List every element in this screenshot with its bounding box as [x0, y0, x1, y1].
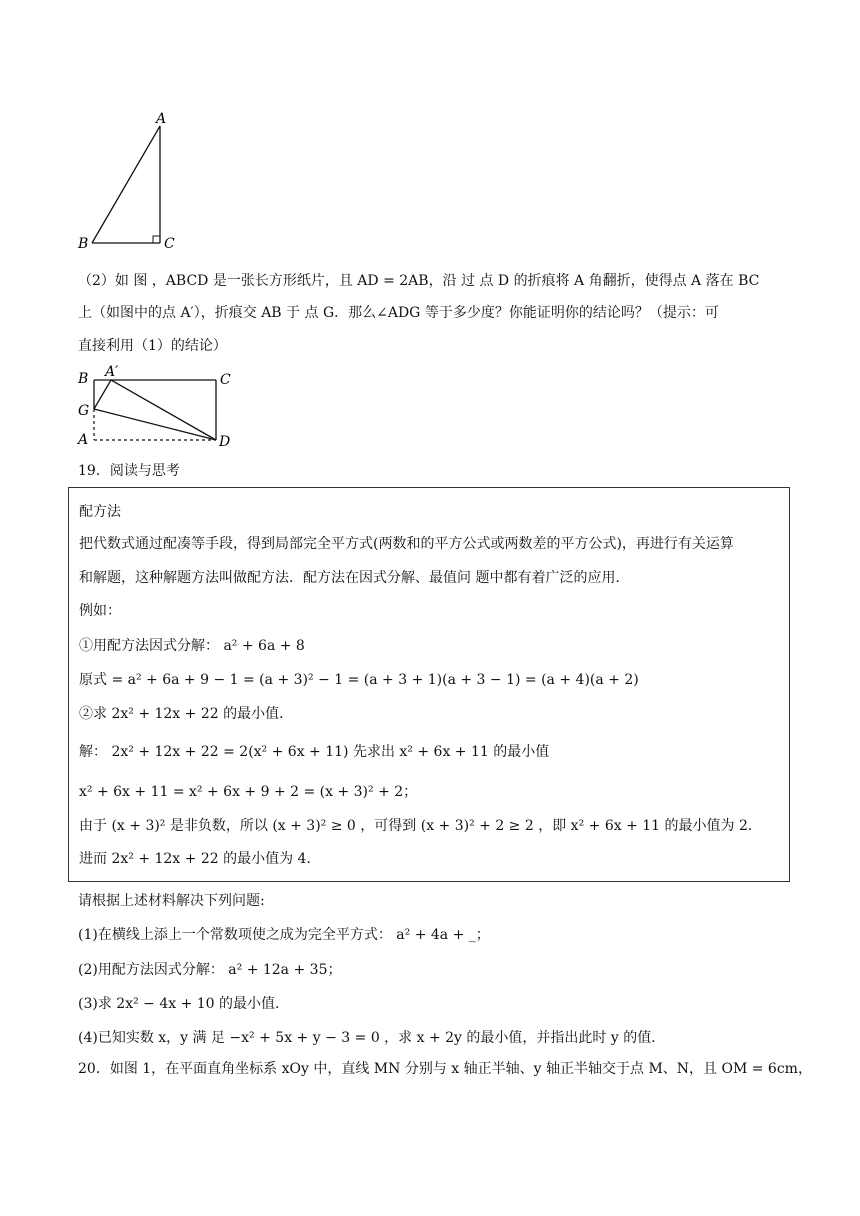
- label-c: C: [164, 236, 175, 252]
- box-example-2-conclusion: 进而 2x² + 12x + 22 的最小值为 4．: [79, 851, 321, 867]
- box-example-1-solution: 原式 = a² + 6a + 9 − 1 = (a + 3)² − 1 = (a + 3 + 1)(a + 3 − 1) = (a + 4)(a + 2): [79, 672, 639, 688]
- box-example-2-step-3: 由于 (x + 3)² 是非负数，所以 (x + 3)² ≥ 0 ，可得到 (x + 3)² + 2 ≥ 2 ，即 x² + 6x + 11 的最小值为 2．: [79, 818, 762, 834]
- edge-ba: [92, 126, 160, 243]
- question-19-part-3: (3)求 2x² − 4x + 10 的最小值．: [78, 996, 290, 1012]
- problem-2-line-2: 上（如图中的点 A′），折痕交 AB 于 点 G．那么∠ADG 等于多少度？你能证明你的结论吗？（提示：可: [78, 305, 719, 321]
- triangle-figure: [76, 108, 186, 254]
- label-b: B: [78, 371, 89, 387]
- box-example-2-step-2: x² + 6x + 11 = x² + 6x + 9 + 2 = (x + 3)² + 2；: [79, 784, 418, 800]
- label-a-prime: A′: [105, 364, 119, 380]
- label-d: D: [219, 434, 231, 450]
- question-20-line-1: 20．如图 1，在平面直角坐标系 xOy 中，直线 MN 分别与 x 轴正半轴、y 轴正半轴交于点 M、N，且 OM = 6cm，: [78, 1061, 812, 1077]
- fold-gd: [94, 409, 216, 440]
- box-paragraph-2: 和解题，这种解题方法叫做配方法．配方法在因式分解、最值问 题中都有着广泛的应用．: [79, 570, 630, 586]
- label-g: G: [78, 403, 90, 419]
- box-example-label: 例如：: [79, 603, 121, 619]
- problem-2-line-3: 直接利用（1）的结论）: [78, 338, 227, 354]
- box-title: 配方法: [79, 504, 121, 520]
- box-example-2-step-1: 解： 2x² + 12x + 22 = 2(x² + 6x + 11) 先求出 x² + 6x + 11 的最小值: [79, 744, 550, 760]
- question-19-part-2: (2)用配方法因式分解： a² + 12a + 35；: [78, 962, 342, 978]
- label-c: C: [220, 372, 231, 388]
- box-example-2: ②求 2x² + 12x + 22 的最小值．: [79, 706, 294, 722]
- method-box: [68, 487, 790, 882]
- edge-a1d: [111, 380, 216, 440]
- edge-ga1: [94, 380, 111, 409]
- question-19-part-4: (4)已知实数 x，y 满 足 −x² + 5x + y − 3 = 0 ，求 x + 2y 的最小值，并指出此时 y 的值．: [78, 1030, 666, 1046]
- label-a: A: [78, 432, 89, 448]
- label-b: B: [78, 236, 89, 252]
- problem-2-line-1: （2）如 图 ，ABCD 是一张长方形纸片，且 AD = 2AB，沿 过 点 D 的折痕将 A 角翻折，使得点 A 落在 BC: [78, 273, 760, 289]
- box-paragraph-1: 把代数式通过配凑等手段，得到局部完全平方式(两数和的平方公式或两数差的平方公式)，再进行有关运算: [79, 536, 734, 552]
- box-example-1: ①用配方法因式分解： a² + 6a + 8: [79, 638, 305, 654]
- question-19-heading: 19．阅读与思考: [78, 463, 180, 479]
- right-angle-mark: [153, 236, 160, 243]
- questions-intro: 请根据上述材料解决下列问题:: [78, 893, 265, 909]
- question-19-part-1: (1)在横线上添上一个常数项使之成为完全平方式： a² + 4a + _；: [78, 927, 490, 943]
- label-a: A: [156, 111, 167, 127]
- rectangle-fold-figure: [74, 364, 244, 450]
